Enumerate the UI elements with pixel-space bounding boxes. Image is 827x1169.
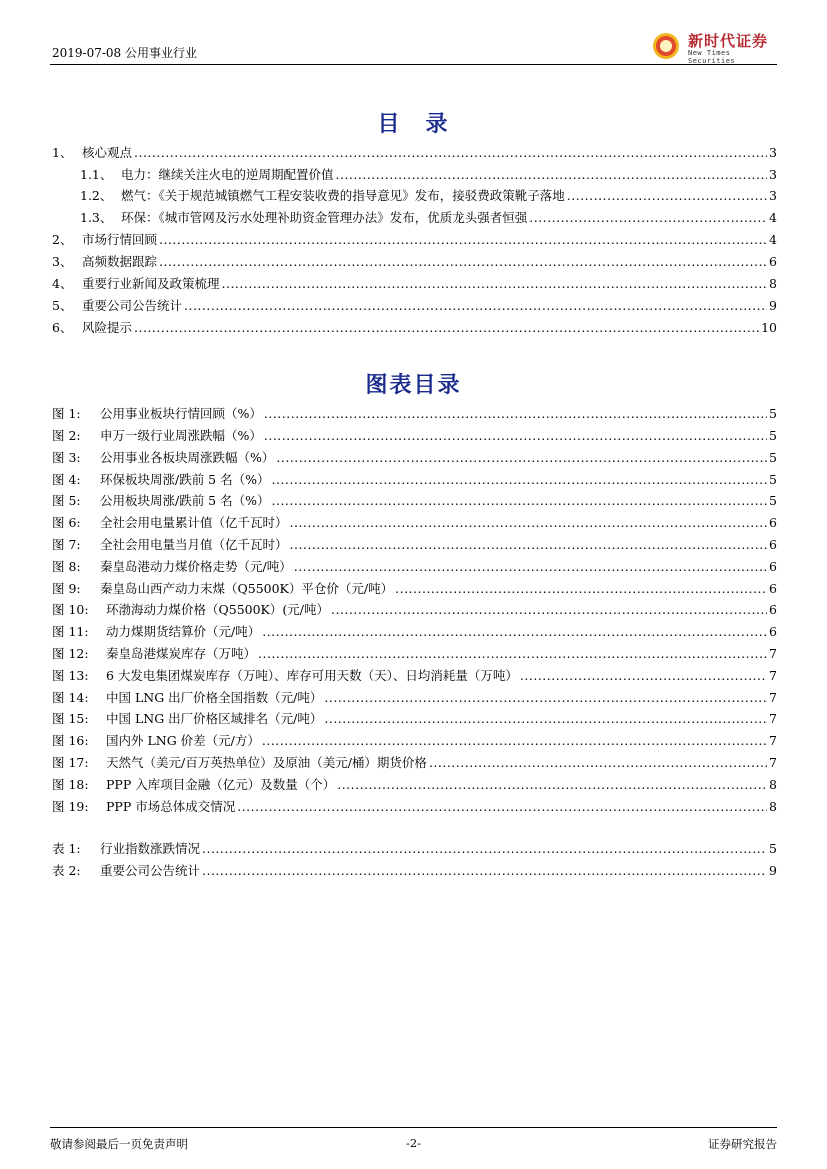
toc-entry-number: 1.1、: [80, 167, 113, 182]
figure-leader-dots: [429, 755, 767, 770]
toc-entry-text: 高频数据跟踪: [82, 254, 158, 269]
toc-leader-dots: [159, 254, 767, 269]
toc-entry-text: 环保：《城市管网及污水处理补助资金管理办法》发布，优质龙头强者恒强: [121, 210, 528, 225]
figure-entry[interactable]: [52, 644, 777, 662]
figure-leader-dots: [262, 624, 767, 639]
figure-entry-number: 图 15:: [52, 711, 89, 726]
figure-entry[interactable]: [52, 775, 777, 793]
figure-entry-text: 中国 LNG 出厂价格全国指数（元/吨）: [106, 690, 323, 705]
page-header: [50, 30, 777, 68]
toc-entry[interactable]: [52, 230, 777, 248]
figure-entry-number: 图 17:: [52, 755, 89, 770]
toc-entry[interactable]: [52, 143, 777, 161]
figure-entry-page: 6: [769, 624, 777, 639]
figures-title: 图表目录: [365, 373, 462, 398]
figure-leader-dots: [262, 733, 767, 748]
figure-entry-page: 6: [769, 581, 777, 596]
toc-leader-dots: [529, 210, 767, 225]
figure-entry[interactable]: [52, 513, 777, 531]
toc-entry-page: 8: [769, 276, 777, 291]
toc-entry-page: 3: [769, 188, 777, 203]
figure-entry-number: 图 10:: [52, 602, 89, 617]
header-date-industry: 2019-07-08 公用事业行业: [52, 46, 198, 60]
new-times-badge-icon: [652, 32, 680, 60]
figure-leader-dots: [520, 668, 767, 683]
toc-entry-number: 5、: [52, 298, 73, 313]
company-logo: [652, 30, 777, 65]
figure-entry-text: 秦皇岛山西产动力末煤（Q5500K）平仓价（元/吨）: [100, 581, 394, 596]
figure-entry-text: PPP 入库项目金融（亿元）及数量（个）: [106, 777, 336, 792]
toc-entry[interactable]: [80, 186, 777, 204]
figure-entry-text: 环保板块周涨/跌前 5 名（%）: [100, 472, 270, 487]
figure-entry[interactable]: [52, 666, 777, 684]
figure-entry-page: 7: [769, 711, 777, 726]
toc-title: 目 录: [377, 112, 450, 137]
figure-entry-text: 秦皇岛港煤炭库存（万吨）: [106, 646, 257, 661]
figure-leader-dots: [395, 581, 767, 596]
figure-entry[interactable]: [52, 535, 777, 553]
figure-entry-page: 5: [769, 472, 777, 487]
toc-leader-dots: [567, 188, 767, 203]
figure-entry-page: 7: [769, 668, 777, 683]
figure-entry-text: 中国 LNG 出厂价格区域排名（元/吨）: [106, 711, 323, 726]
toc-leader-dots: [159, 232, 767, 247]
toc-entry[interactable]: [80, 165, 777, 183]
figure-leader-dots: [290, 537, 768, 552]
figure-leader-dots: [272, 472, 768, 487]
table-entry[interactable]: [52, 839, 777, 857]
footer-disclaimer: 敬请参阅最后一页免责声明: [50, 1137, 188, 1151]
figure-entry-page: 5: [769, 450, 777, 465]
toc-entry-page: 4: [769, 232, 777, 247]
figure-entry-number: 图 2:: [52, 428, 81, 443]
figure-entry-page: 8: [769, 777, 777, 792]
figure-entry[interactable]: [52, 731, 777, 749]
figure-entry-number: 图 9:: [52, 581, 81, 596]
figure-entry-text: 申万一级行业周涨跌幅（%）: [100, 428, 262, 443]
figure-entry-page: 8: [769, 799, 777, 814]
figure-entry-text: 公用事业板块行情回顾（%）: [100, 406, 262, 421]
toc-entry-page: 4: [769, 210, 777, 225]
figure-entry-text: 全社会用电量累计值（亿千瓦时）: [100, 515, 288, 530]
figure-entry-number: 图 19:: [52, 799, 89, 814]
footer-report-type: 证券研究报告: [708, 1137, 777, 1151]
figure-entry-number: 图 16:: [52, 733, 89, 748]
figure-entry[interactable]: [52, 753, 777, 771]
figure-entry[interactable]: [52, 470, 777, 488]
page-number: -2-: [405, 1136, 422, 1150]
figure-entry-page: 6: [769, 537, 777, 552]
figure-entry[interactable]: [52, 622, 777, 640]
figure-entry-page: 5: [769, 406, 777, 421]
toc-entry-number: 2、: [52, 232, 73, 247]
figure-entry-page: 5: [769, 428, 777, 443]
figure-entry[interactable]: [52, 600, 777, 618]
toc-entry-page: 3: [769, 145, 777, 160]
figure-entry[interactable]: [52, 709, 777, 727]
figure-entry-text: 全社会用电量当月值（亿千瓦时）: [100, 537, 288, 552]
toc-entry[interactable]: [52, 296, 777, 314]
figure-entry-number: 图 6:: [52, 515, 81, 530]
figure-entry-text: 天然气（美元/百万英热单位）及原油（美元/桶）期货价格: [106, 755, 427, 770]
figure-entry-text: 公用事业各板块周涨跌幅（%）: [100, 450, 275, 465]
toc-entry-page: 3: [769, 167, 777, 182]
logo-english-name: New Times Securities: [688, 49, 736, 65]
toc-entry-number: 3、: [52, 254, 73, 269]
toc-entry-text: 市场行情回顾: [82, 232, 158, 247]
figure-leader-dots: [294, 559, 767, 574]
toc-entry-text: 重要公司公告统计: [82, 298, 183, 313]
toc-leader-dots: [222, 276, 768, 291]
figure-entry-text: 6 大发电集团煤炭库存（万吨）、库存可用天数（天）、日均消耗量（万吨）: [106, 668, 518, 683]
figure-leader-dots: [276, 450, 767, 465]
table-leader-dots: [202, 841, 767, 856]
table-entry-page: 5: [769, 841, 777, 856]
table-entry-text: 行业指数涨跌情况: [100, 841, 201, 856]
figure-leader-dots: [324, 690, 767, 705]
figure-entry-page: 7: [769, 690, 777, 705]
table-entry-number: 表 1:: [52, 841, 81, 856]
figure-entry-page: 6: [769, 559, 777, 574]
figure-entry[interactable]: [52, 797, 777, 815]
figure-entry-number: 图 18:: [52, 777, 89, 792]
table-leader-dots: [202, 863, 767, 878]
figure-leader-dots: [272, 493, 768, 508]
figure-entry-number: 图 7:: [52, 537, 81, 552]
figure-leader-dots: [264, 428, 767, 443]
figure-leader-dots: [237, 799, 767, 814]
figure-leader-dots: [324, 711, 767, 726]
figure-entry-page: 7: [769, 646, 777, 661]
figure-entry-number: 图 1:: [52, 406, 81, 421]
toc-entry[interactable]: [52, 274, 777, 292]
toc-entry-number: 1.2、: [80, 188, 113, 203]
toc-leader-dots: [336, 167, 768, 182]
figure-entry[interactable]: [52, 491, 777, 509]
figure-entry-number: 图 13:: [52, 668, 89, 683]
figure-entry-text: PPP 市场总体成交情况: [106, 799, 236, 814]
figure-entry-page: 6: [769, 515, 777, 530]
figure-entry[interactable]: [52, 404, 777, 422]
table-entry-page: 9: [769, 863, 777, 878]
toc-entry-text: 燃气：《关于规范城镇燃气工程安装收费的指导意见》发布，接驳费政策靴子落地: [121, 188, 565, 203]
figure-entry[interactable]: [52, 426, 777, 444]
toc-entry-page: 9: [769, 298, 777, 313]
header-divider: [50, 64, 777, 65]
toc-leader-dots: [134, 145, 767, 160]
figure-entry-number: 图 8:: [52, 559, 81, 574]
figure-entry-number: 图 3:: [52, 450, 81, 465]
toc-entry-number: 1.3、: [80, 210, 113, 225]
figure-leader-dots: [290, 515, 768, 530]
figure-entry-text: 公用板块周涨/跌前 5 名（%）: [100, 493, 270, 508]
figure-entry-text: 环渤海动力煤价格（Q5500K）(元/吨）: [106, 602, 329, 617]
toc-leader-dots: [134, 320, 759, 335]
logo-chinese-name: 新时代证券: [688, 32, 769, 50]
footer-divider: [50, 1127, 777, 1128]
table-entry-text: 重要公司公告统计: [100, 863, 201, 878]
figure-leader-dots: [331, 602, 767, 617]
figure-entry-page: 6: [769, 602, 777, 617]
toc-entry-number: 6、: [52, 320, 73, 335]
toc-entry-text: 重要行业新闻及政策梳理: [82, 276, 220, 291]
figure-entry[interactable]: [52, 557, 777, 575]
toc-entry-number: 4、: [52, 276, 73, 291]
figure-entry-number: 图 5:: [52, 493, 81, 508]
figure-leader-dots: [337, 777, 767, 792]
figure-entry-page: 7: [769, 733, 777, 748]
figure-entry-text: 国内外 LNG 价差（元/方）: [106, 733, 260, 748]
toc-entry-text: 核心观点: [82, 145, 133, 160]
figure-entry-number: 图 4:: [52, 472, 81, 487]
toc-entry[interactable]: [52, 252, 777, 270]
figure-entry[interactable]: [52, 688, 777, 706]
figure-entry-number: 图 12:: [52, 646, 89, 661]
toc-entry-number: 1、: [52, 145, 73, 160]
toc-entry-text: 风险提示: [82, 320, 133, 335]
figure-entry[interactable]: [52, 579, 777, 597]
figure-leader-dots: [258, 646, 767, 661]
figure-leader-dots: [264, 406, 767, 421]
table-entry-number: 表 2:: [52, 863, 81, 878]
figure-entry-text: 秦皇岛港动力煤价格走势（元/吨）: [100, 559, 292, 574]
table-entry[interactable]: [52, 861, 777, 879]
toc-entry-text: 电力：继续关注火电的逆周期配置价值: [121, 167, 334, 182]
figure-entry[interactable]: [52, 448, 777, 466]
toc-leader-dots: [184, 298, 767, 313]
figure-entry-number: 图 11:: [52, 624, 89, 639]
toc-entry-page: 10: [761, 320, 777, 335]
figure-entry-page: 5: [769, 493, 777, 508]
figure-entry-page: 7: [769, 755, 777, 770]
figure-entry-number: 图 14:: [52, 690, 89, 705]
toc-entry[interactable]: [52, 318, 777, 336]
toc-entry[interactable]: [80, 208, 777, 226]
figure-entry-text: 动力煤期货结算价（元/吨）: [106, 624, 261, 639]
toc-entry-page: 6: [769, 254, 777, 269]
